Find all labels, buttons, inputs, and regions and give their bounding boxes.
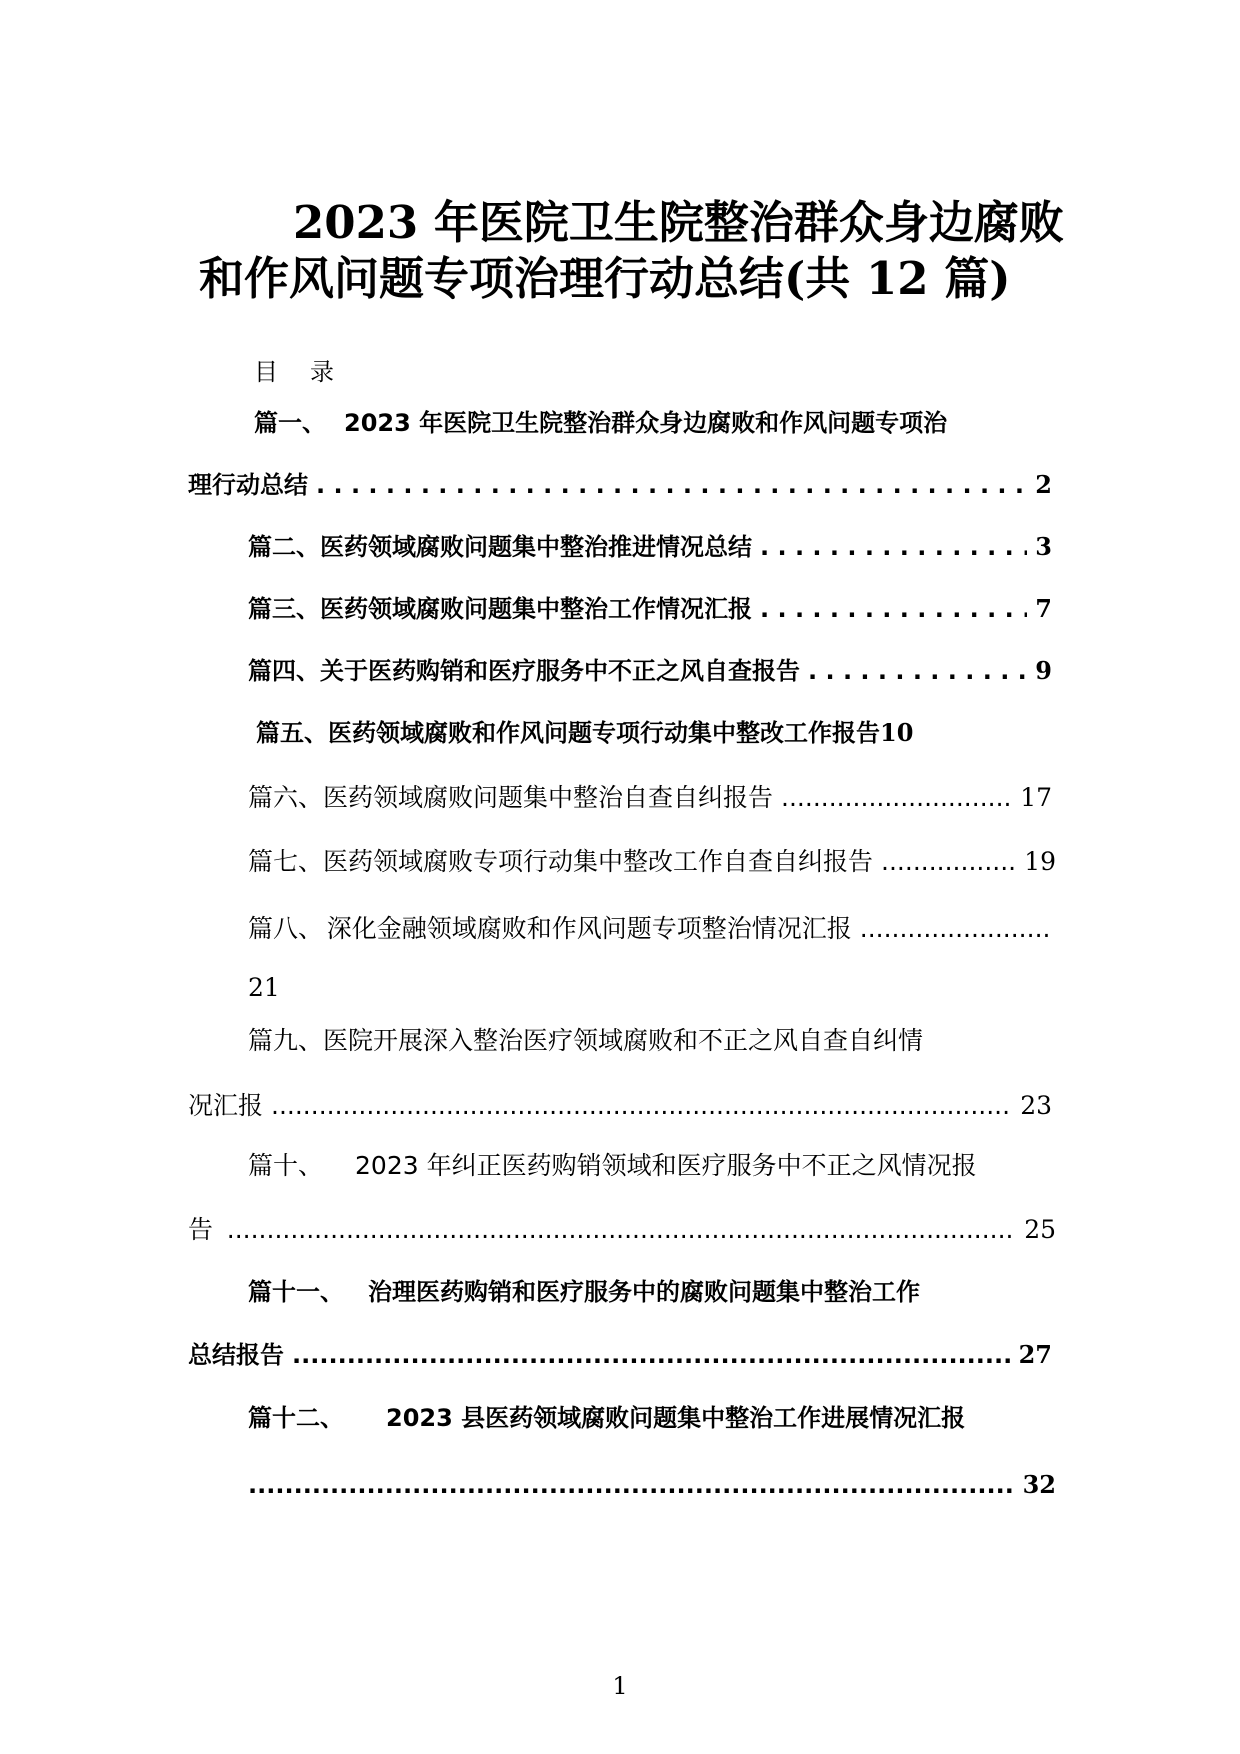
toc-entry-8-line1[interactable] xyxy=(248,910,1056,948)
toc-entry-title: 医药领域腐败问题集中整治工作情况汇报 xyxy=(320,595,752,623)
toc-entry-label: 篇五、 xyxy=(256,719,328,747)
toc-heading: 目录 xyxy=(254,358,366,386)
toc-page-number: 21 xyxy=(248,973,280,1002)
toc-entry-label: 篇十、 xyxy=(248,1151,324,1180)
toc-page-number: 2 xyxy=(1035,470,1052,499)
toc-entry-8-line2[interactable] xyxy=(248,969,448,1007)
toc-entry-5[interactable] xyxy=(256,714,1062,752)
toc-leader xyxy=(860,910,1048,948)
toc-page-number: 9 xyxy=(1035,656,1052,685)
toc-page-number: 17 xyxy=(1020,783,1052,812)
page-number: 1 xyxy=(612,1672,628,1700)
toc-entry-title: 医药领域腐败专项行动集中整改工作自查自纠报告 xyxy=(323,847,874,876)
toc-entry-label: 篇八、 xyxy=(248,914,324,943)
toc-entry-title-continued: 理行动总结 xyxy=(188,471,308,499)
toc-page-number: 32 xyxy=(1022,1470,1056,1499)
toc-entry-title-continued: 总结报告 xyxy=(188,1341,284,1369)
toc-entry-label: 篇十二、 xyxy=(248,1404,344,1432)
toc-entry-label: 篇四、 xyxy=(248,657,320,685)
toc-page-number: 23 xyxy=(1020,1091,1052,1120)
toc-entry-11-line1[interactable] xyxy=(248,1273,1056,1311)
toc-leader xyxy=(781,779,1012,817)
toc-entry-title: 医药领域腐败问题集中整治推进情况总结 xyxy=(320,533,752,561)
toc-entry-title: 关于医药购销和医疗服务中不正之风自查报告 xyxy=(320,657,800,685)
toc-entry-4[interactable] xyxy=(248,652,1052,690)
toc-entry-label: 篇六、 xyxy=(248,783,324,812)
toc-entry-title: 医药领域腐败问题集中整治自查自纠报告 xyxy=(323,783,774,812)
toc-entry-label: 篇七、 xyxy=(248,847,324,876)
document-title-line1: 2023 年医院卫生院整治群众身边腐败 xyxy=(293,196,1064,249)
toc-page-number: 7 xyxy=(1035,594,1052,623)
toc-page-number: 27 xyxy=(1018,1340,1052,1369)
toc-leader xyxy=(248,1466,1015,1504)
toc-entry-10-line2[interactable] xyxy=(188,1211,1056,1249)
toc-entry-label: 篇十一、 xyxy=(248,1278,344,1306)
toc-leader xyxy=(881,843,1016,881)
toc-leader xyxy=(808,652,1027,690)
toc-page-number: 25 xyxy=(1024,1215,1056,1244)
toc-entry-label: 篇一、 xyxy=(254,409,326,437)
toc-entry-11-line2[interactable] xyxy=(188,1336,1052,1374)
toc-entry-1-line1[interactable] xyxy=(254,404,1054,442)
toc-entry-10-line1[interactable] xyxy=(248,1147,1056,1185)
toc-entry-title: 深化金融领域腐败和作风问题专项整治情况汇报 xyxy=(326,914,852,943)
toc-entry-title-continued: 况汇报 xyxy=(188,1091,264,1120)
toc-leader xyxy=(760,590,1027,628)
toc-entry-label: 篇二、 xyxy=(248,533,320,561)
document-title-line2: 和作风问题专项治理行动总结(共 12 篇) xyxy=(199,252,1011,305)
toc-entry-9-line2[interactable] xyxy=(188,1087,1052,1125)
toc-entry-3[interactable] xyxy=(248,590,1052,628)
toc-entry-title: 医院开展深入整治医疗领域腐败和不正之风自查自纠情 xyxy=(323,1026,924,1055)
toc-page-number: 10 xyxy=(880,718,914,747)
toc-entry-label: 篇九、 xyxy=(248,1026,324,1055)
toc-entry-title: 2023 年医院卫生院整治群众身边腐败和作风问题专项治 xyxy=(344,409,948,437)
toc-entry-1-line2[interactable] xyxy=(188,466,1052,504)
toc-entry-title-continued: 告 xyxy=(188,1215,214,1244)
toc-leader xyxy=(227,1211,1016,1249)
toc-entry-title: 医药领域腐败和作风问题专项行动集中整改工作报告 xyxy=(328,719,880,747)
toc-entry-title: 2023 年纠正医药购销领域和医疗服务中不正之风情况报 xyxy=(355,1151,977,1180)
toc-entry-12-line1[interactable] xyxy=(248,1399,1056,1437)
toc-entry-title: 治理医药购销和医疗服务中的腐败问题集中整治工作 xyxy=(368,1278,920,1306)
toc-entry-6[interactable] xyxy=(248,779,1052,817)
toc-entry-2[interactable] xyxy=(248,528,1052,566)
toc-entry-title: 2023 县医药领域腐败问题集中整治工作进展情况汇报 xyxy=(386,1404,966,1432)
toc-entry-7[interactable] xyxy=(248,843,1056,881)
toc-entry-label: 篇三、 xyxy=(248,595,320,623)
toc-leader xyxy=(760,528,1027,566)
toc-entry-9-line1[interactable] xyxy=(248,1022,1056,1060)
toc-leader xyxy=(316,466,1027,504)
toc-page-number: 19 xyxy=(1024,847,1056,876)
toc-entry-12-line2[interactable] xyxy=(248,1466,1056,1504)
toc-leader xyxy=(292,1336,1011,1374)
toc-leader xyxy=(271,1087,1012,1125)
toc-page-number: 3 xyxy=(1035,532,1052,561)
